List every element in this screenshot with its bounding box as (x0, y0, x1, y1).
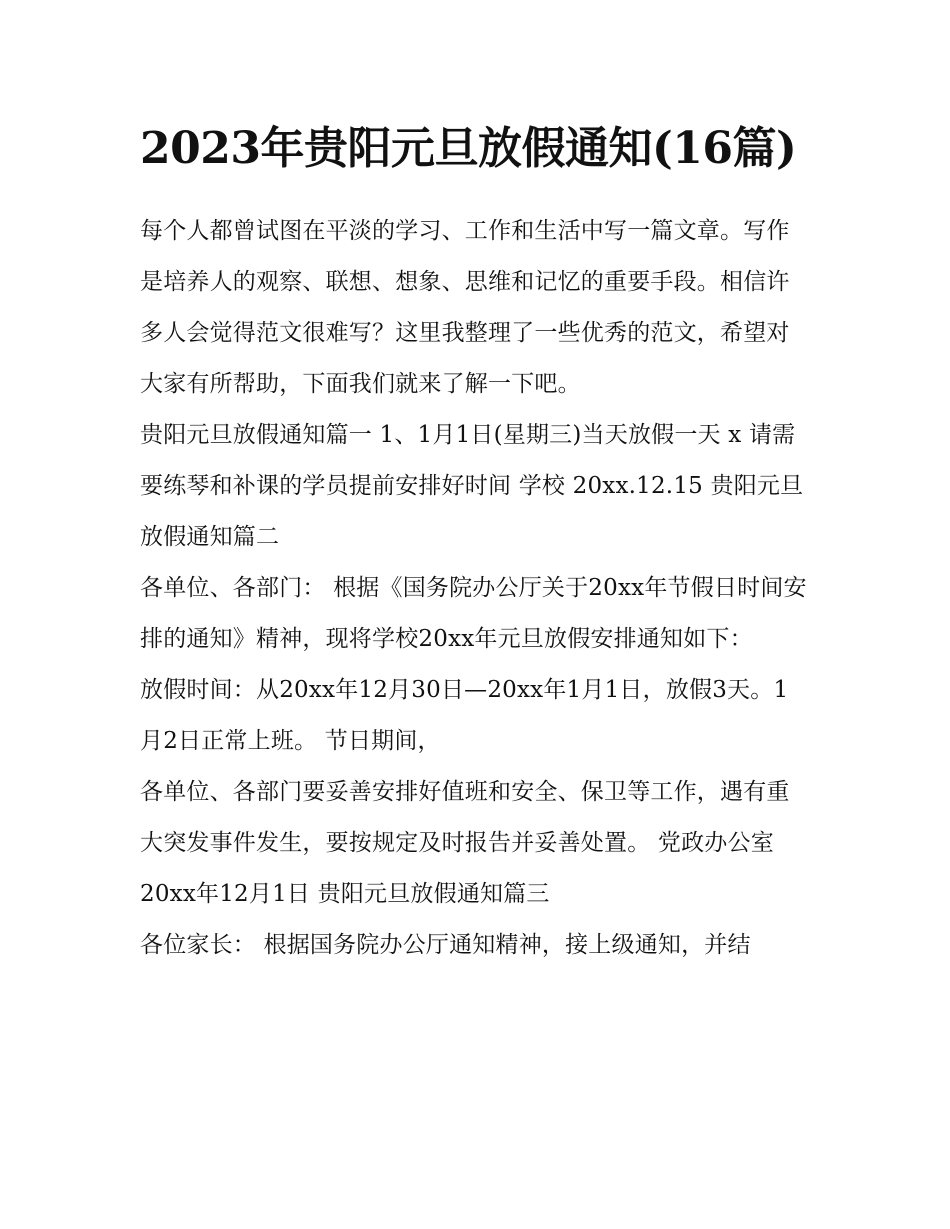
paragraph-parents-greeting: 各位家长： 根据国务院办公厅通知精神，接上级通知，并结 (140, 932, 751, 958)
document-title: 2023年贵阳元旦放假通知(16篇) (140, 123, 797, 174)
paragraph-intro: 每个人都曾试图在平淡的学习、工作和生活中写一篇文章。写作是培养人的观察、联想、想象、思维和记忆的重要手段。相信许多人会觉得范文很难写？这里我整理了一些优秀的范文，希望对大家有所帮助，下面我们就来了解一下吧。 (140, 218, 790, 397)
paragraph-holiday-time: 放假时间：从20xx年12月30日—20xx年1月1日，放假3天。1月2日正常上班。 节日期间， (140, 677, 789, 754)
paragraph-notice-1: 贵阳元旦放假通知篇一 1、1月1日(星期三)当天放假一天 x 请需要练琴和补课的学员提前安排好时间 学校 20xx.12.15 贵阳元旦放假通知篇二 (140, 422, 804, 550)
paragraph-notice-2-greeting: 各单位、各部门： 根据《国务院办公厅关于20xx年节假日时间安排的通知》精神，现将学校20xx年元旦放假安排通知如下： (140, 575, 807, 652)
document-page (140, 110, 810, 971)
paragraph-duty-arrangement: 各单位、各部门要妥善安排好值班和安全、保卫等工作，遇有重大突发事件发生，要按规定及时报告并妥善处置。 党政办公室 20xx年12月1日 贵阳元旦放假通知篇三 (140, 779, 790, 907)
